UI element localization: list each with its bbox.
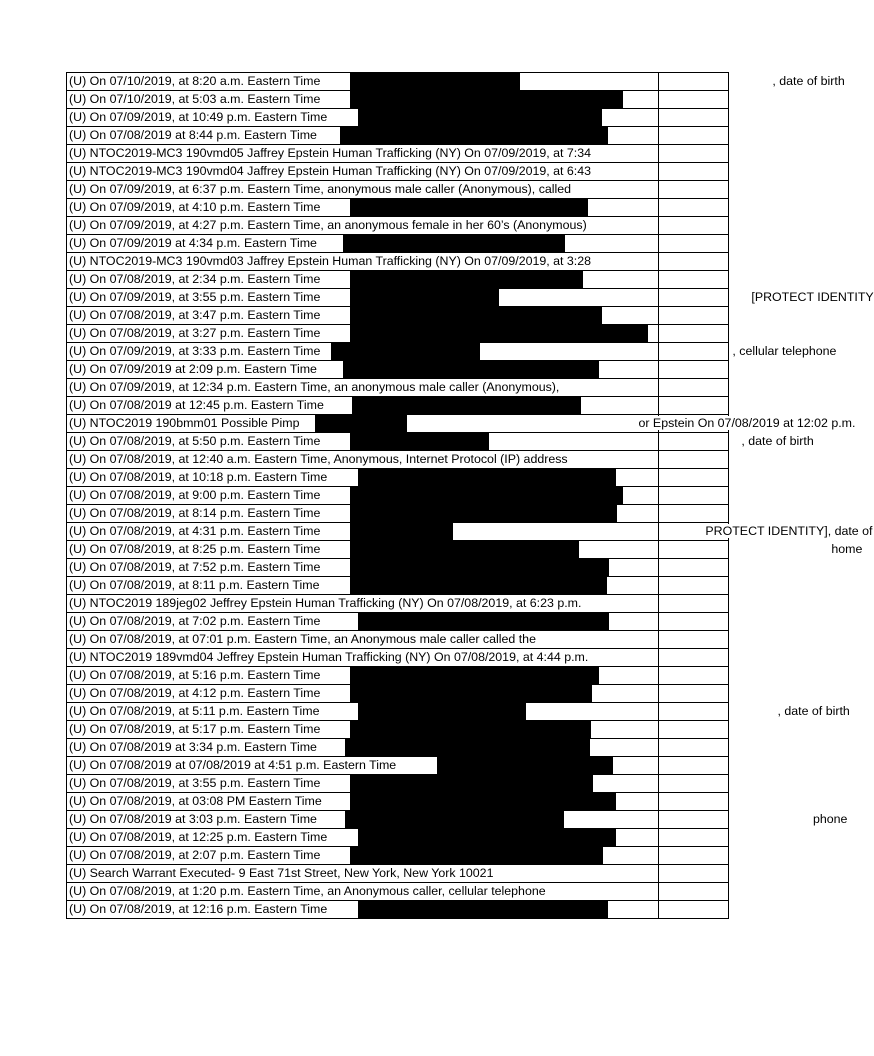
entry-text: (U) On 07/09/2019, at 3:33 p.m. Eastern Time [69, 344, 321, 358]
entry-text: (U) On 07/08/2019, at 7:02 p.m. Eastern Time [69, 614, 321, 628]
entry-text: (U) On 07/09/2019, at 4:10 p.m. Eastern Time [69, 200, 321, 214]
redaction-block [331, 343, 480, 361]
entry-cell [67, 685, 659, 703]
empty-cell [659, 361, 729, 379]
empty-cell [659, 163, 729, 181]
entry-cell [67, 325, 659, 343]
empty-cell [659, 379, 729, 397]
table-row [67, 469, 729, 487]
entry-cell [67, 595, 659, 613]
entry-cell [67, 703, 850, 721]
entry-cell [67, 523, 873, 541]
entry-text: (U) On 07/08/2019 at 12:45 p.m. Eastern Time [69, 398, 324, 412]
entry-cell [67, 775, 659, 793]
entry-cell [67, 343, 837, 361]
redaction-block [358, 109, 602, 127]
table-row [67, 91, 729, 109]
entry-text: (U) On 07/08/2019, at 10:18 p.m. Eastern Time [69, 470, 328, 484]
entry-text: (U) On 07/08/2019, at 2:07 p.m. Eastern Time [69, 848, 321, 862]
redaction-block [350, 289, 499, 307]
redaction-block [340, 127, 608, 145]
entry-cell [67, 487, 659, 505]
entry-cell [67, 73, 845, 91]
redaction-block [350, 847, 603, 865]
entry-cell [67, 847, 659, 865]
entry-text: (U) On 07/08/2019 at 8:44 p.m. Eastern Time [69, 128, 317, 142]
entry-text: (U) On 07/09/2019, at 4:27 p.m. Eastern Time, an anonymous female in her 60’s (Anonymous) [69, 218, 587, 232]
empty-cell [659, 703, 729, 721]
empty-cell [659, 469, 729, 487]
empty-cell [659, 541, 729, 559]
empty-cell [659, 595, 729, 613]
empty-cell [659, 181, 729, 199]
entry-text: (U) On 07/09/2019, at 3:55 p.m. Eastern Time [69, 290, 321, 304]
empty-cell [659, 577, 729, 595]
table-row [67, 109, 729, 127]
entry-text: (U) On 07/08/2019, at 3:47 p.m. Eastern Time [69, 308, 321, 322]
entry-cell [67, 559, 659, 577]
redaction-block [343, 361, 599, 379]
table-row [67, 433, 729, 451]
entry-text: (U) On 07/09/2019, at 10:49 p.m. Eastern Time [69, 110, 328, 124]
redaction-block [350, 487, 623, 505]
empty-cell [659, 199, 729, 217]
entry-text: (U) On 07/08/2019, at 12:40 a.m. Eastern Time, Anonymous, Internet Protocol (IP) address [69, 452, 568, 466]
table-row [67, 73, 729, 91]
empty-cell [659, 217, 729, 235]
entry-text: (U) On 07/09/2019 at 4:34 p.m. Eastern Time [69, 236, 317, 250]
empty-cell [659, 901, 729, 919]
entry-cell [67, 235, 659, 253]
empty-cell [659, 667, 729, 685]
redaction-block [350, 199, 588, 217]
empty-cell [659, 775, 729, 793]
table-row [67, 793, 729, 811]
entry-text: (U) On 07/08/2019, at 12:16 p.m. Eastern Time [69, 902, 328, 916]
redaction-block [350, 667, 599, 685]
table-row [67, 865, 729, 883]
redaction-block [350, 541, 579, 559]
entry-text: (U) On 07/08/2019, at 8:25 p.m. Eastern Time [69, 542, 321, 556]
empty-cell [659, 883, 729, 901]
empty-cell [659, 325, 729, 343]
table-row [67, 757, 729, 775]
empty-cell [659, 685, 729, 703]
table-row [67, 703, 729, 721]
redaction-block [358, 613, 609, 631]
entry-cell [67, 505, 659, 523]
empty-cell [659, 793, 729, 811]
entry-text-continued: home [831, 542, 863, 556]
redaction-block [315, 415, 407, 433]
redaction-block [350, 685, 592, 703]
entry-text: (U) On 07/09/2019, at 6:37 p.m. Eastern Time, anonymous male caller (Anonymous), called [69, 182, 572, 196]
entry-text: (U) On 07/08/2019, at 4:12 p.m. Eastern Time [69, 686, 321, 700]
entry-text: (U) On 07/09/2019, at 12:34 p.m. Eastern Time, an anonymous male caller (Anonymous), [69, 380, 560, 394]
empty-cell [659, 649, 729, 667]
entry-text: (U) On 07/08/2019, at 4:31 p.m. Eastern Time [69, 524, 321, 538]
redaction-block [350, 505, 617, 523]
entry-cell [67, 91, 659, 109]
entry-text: (U) NTOC2019-MC3 190vmd04 Jaffrey Epstein Human Trafficking (NY) On 07/09/2019, at 6:43 [69, 164, 592, 178]
entry-cell [67, 217, 659, 235]
entry-cell [67, 109, 659, 127]
table-row [67, 667, 729, 685]
table-row [67, 415, 729, 433]
entry-text: (U) NTOC2019 189jeg02 Jeffrey Epstein Human Trafficking (NY) On 07/08/2019, at 6:23 p.m. [69, 596, 582, 610]
entry-cell [67, 379, 659, 397]
entry-cell [67, 613, 659, 631]
redaction-block [350, 559, 609, 577]
empty-cell [659, 91, 729, 109]
empty-cell [659, 433, 729, 451]
empty-cell [659, 487, 729, 505]
entry-text: (U) On 07/08/2019, at 07:01 p.m. Eastern Time, an Anonymous male caller called the [69, 632, 536, 646]
table-row [67, 901, 729, 919]
table-row [67, 379, 729, 397]
entry-cell [67, 883, 659, 901]
entry-text: (U) On 07/08/2019, at 9:00 p.m. Eastern Time [69, 488, 321, 502]
redaction-block [350, 775, 593, 793]
entry-text: (U) On 07/08/2019, at 3:55 p.m. Eastern Time [69, 776, 321, 790]
redaction-block [350, 307, 602, 325]
incident-log-table [66, 72, 874, 919]
redaction-block [437, 757, 613, 775]
table-row [67, 343, 729, 361]
empty-cell [659, 829, 729, 847]
entry-text: (U) On 07/08/2019, at 03:08 PM Eastern Time [69, 794, 322, 808]
entry-text: (U) On 07/08/2019, at 5:17 p.m. Eastern Time [69, 722, 321, 736]
entry-text: (U) NTOC2019 190bmm01 Possible Pimp [69, 416, 300, 430]
empty-cell [659, 235, 729, 253]
table-row [67, 199, 729, 217]
entry-cell [67, 631, 659, 649]
entry-cell [67, 145, 659, 163]
entry-cell [67, 415, 856, 433]
entry-cell [67, 667, 659, 685]
redaction-block [345, 811, 564, 829]
redaction-block [352, 397, 581, 415]
entry-text: (U) On 07/08/2019, at 5:50 p.m. Eastern Time [69, 434, 321, 448]
incident-log-body [67, 73, 874, 919]
entry-cell [67, 433, 814, 451]
table-row [67, 577, 729, 595]
entry-cell [67, 577, 659, 595]
empty-cell [659, 145, 729, 163]
redaction-block [343, 235, 565, 253]
empty-cell [659, 343, 729, 361]
table-row [67, 217, 729, 235]
entry-cell [67, 271, 659, 289]
entry-cell [67, 397, 659, 415]
redaction-block [350, 91, 623, 109]
entry-cell [67, 739, 659, 757]
empty-cell [659, 757, 729, 775]
redaction-block [350, 325, 648, 343]
entry-text: (U) NTOC2019-MC3 190vmd05 Jaffrey Epstein Human Trafficking (NY) On 07/09/2019, at 7:34 [69, 146, 592, 160]
entry-cell [67, 163, 659, 181]
table-row [67, 613, 729, 631]
entry-cell [67, 829, 659, 847]
redaction-block [345, 739, 590, 757]
entry-text: (U) On 07/08/2019, at 8:14 p.m. Eastern Time [69, 506, 321, 520]
empty-cell [659, 505, 729, 523]
entry-cell [67, 901, 659, 919]
entry-cell [67, 811, 848, 829]
redaction-block [350, 433, 489, 451]
entry-cell [67, 361, 659, 379]
table-row [67, 289, 729, 307]
entry-text: (U) On 07/08/2019, at 2:34 p.m. Eastern Time [69, 272, 321, 286]
table-row [67, 451, 729, 469]
entry-text: (U) NTOC2019 189vmd04 Jeffrey Epstein Human Trafficking (NY) On 07/08/2019, at 4:44 p.m. [69, 650, 589, 664]
entry-cell [67, 289, 874, 307]
table-row [67, 559, 729, 577]
redaction-block [350, 721, 591, 739]
entry-text: (U) On 07/09/2019 at 2:09 p.m. Eastern Time [69, 362, 317, 376]
entry-text-continued: PROTECT IDENTITY], date of [705, 524, 873, 538]
entry-cell [67, 451, 659, 469]
entry-text: (U) On 07/08/2019, at 7:52 p.m. Eastern Time [69, 560, 321, 574]
redaction-block [350, 73, 520, 91]
table-row [67, 235, 729, 253]
entry-text-continued: or Epstein On 07/08/2019 at 12:02 p.m. [638, 416, 856, 430]
entry-text-continued: , date of birth [741, 434, 814, 448]
entry-cell [67, 865, 659, 883]
entry-text: (U) On 07/08/2019 at 3:03 p.m. Eastern Time [69, 812, 317, 826]
entry-cell [67, 253, 659, 271]
entry-text: (U) On 07/08/2019 at 07/08/2019 at 4:51 p.m. Eastern Time [69, 758, 397, 772]
table-row [67, 505, 729, 523]
redaction-block [350, 271, 583, 289]
entry-cell [67, 307, 659, 325]
table-row [67, 361, 729, 379]
empty-cell [659, 739, 729, 757]
entry-text: (U) On 07/10/2019, at 8:20 a.m. Eastern Time [69, 74, 321, 88]
redaction-block [350, 793, 616, 811]
empty-cell [659, 271, 729, 289]
entry-cell [67, 199, 659, 217]
empty-cell [659, 307, 729, 325]
redaction-block [350, 523, 453, 541]
entry-text: (U) On 07/08/2019, at 12:25 p.m. Eastern Time [69, 830, 328, 844]
empty-cell [659, 109, 729, 127]
entry-cell [67, 181, 659, 199]
entry-text: (U) NTOC2019-MC3 190vmd03 Jaffrey Epstein Human Trafficking (NY) On 07/09/2019, at 3:28 [69, 254, 592, 268]
entry-text-continued: , cellular telephone [732, 344, 837, 358]
table-row [67, 847, 729, 865]
empty-cell [659, 631, 729, 649]
empty-cell [659, 721, 729, 739]
empty-cell [659, 397, 729, 415]
entry-text: (U) On 07/08/2019, at 5:11 p.m. Eastern Time [69, 704, 320, 718]
entry-cell [67, 127, 659, 145]
table-row [67, 181, 729, 199]
table-row [67, 127, 729, 145]
empty-cell [659, 451, 729, 469]
table-row [67, 163, 729, 181]
empty-cell [659, 613, 729, 631]
entry-cell [67, 757, 659, 775]
table-row [67, 307, 729, 325]
entry-text-continued: [PROTECT IDENTITY [751, 290, 874, 304]
empty-cell [659, 865, 729, 883]
redaction-block [358, 901, 608, 919]
entry-text-continued: , date of birth [777, 704, 850, 718]
empty-cell [659, 847, 729, 865]
empty-cell [659, 73, 729, 91]
table-row [67, 829, 729, 847]
entry-text: (U) On 07/08/2019, at 8:11 p.m. Eastern Time [69, 578, 320, 592]
table-row [67, 775, 729, 793]
empty-cell [659, 127, 729, 145]
table-row [67, 631, 729, 649]
table-row [67, 883, 729, 901]
entry-text: (U) On 07/08/2019, at 5:16 p.m. Eastern Time [69, 668, 321, 682]
redaction-block [350, 577, 607, 595]
entry-text: (U) Search Warrant Executed- 9 East 71st Street, New York, New York 10021 [69, 866, 494, 880]
empty-cell [659, 253, 729, 271]
table-row [67, 487, 729, 505]
entry-text: (U) On 07/08/2019, at 3:27 p.m. Eastern Time [69, 326, 321, 340]
table-row [67, 595, 729, 613]
table-row [67, 541, 729, 559]
entry-text: (U) On 07/10/2019, at 5:03 a.m. Eastern Time [69, 92, 321, 106]
table-row [67, 523, 729, 541]
entry-text: (U) On 07/08/2019 at 3:34 p.m. Eastern Time [69, 740, 317, 754]
table-row [67, 253, 729, 271]
table-row [67, 685, 729, 703]
table-row [67, 271, 729, 289]
table-row [67, 739, 729, 757]
table-row [67, 145, 729, 163]
entry-cell [67, 793, 659, 811]
redaction-block [358, 829, 616, 847]
redaction-block [358, 469, 616, 487]
table-row [67, 649, 729, 667]
entry-cell [67, 649, 659, 667]
table-row [67, 721, 729, 739]
table-row [67, 811, 729, 829]
empty-cell [659, 811, 729, 829]
redaction-block [358, 703, 526, 721]
entry-cell [67, 721, 659, 739]
table-row [67, 325, 729, 343]
entry-text: (U) On 07/08/2019, at 1:20 p.m. Eastern Time, an Anonymous caller, cellular telephone [69, 884, 546, 898]
empty-cell [659, 289, 729, 307]
table-row [67, 397, 729, 415]
entry-cell [67, 541, 863, 559]
entry-cell [67, 469, 659, 487]
entry-text-continued: phone [812, 812, 848, 826]
empty-cell [659, 559, 729, 577]
entry-text-continued: , date of birth [772, 74, 845, 88]
